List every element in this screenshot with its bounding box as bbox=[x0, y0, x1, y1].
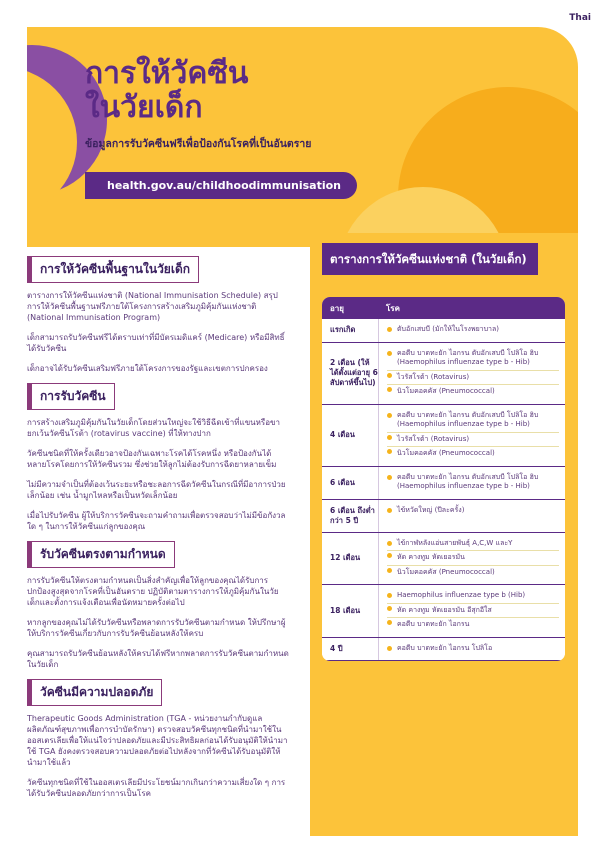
schedule-diseases bbox=[379, 500, 565, 532]
column-header-age: อายุ bbox=[330, 303, 344, 313]
schedule-title: ตารางการให้วัคซีนแห่งชาติ (ในวัยเด็ก) bbox=[322, 243, 538, 275]
disease-item: ไวรัสโรต้า (Rotavirus) bbox=[387, 370, 559, 383]
schedule-panel bbox=[310, 233, 578, 836]
schedule-age: 4 เดือน bbox=[322, 405, 379, 466]
disease-item: นิวโมคอคคัส (Pneumococcal) bbox=[387, 446, 559, 459]
paragraph: เมื่อไปรับวัคซีน ผู้ให้บริการวัคซีนจะถามคำถามเพื่อตรวจสอบว่าไม่มีข้อกังวลใด ๆ ในการให้วัคซีนแก่ลูกของคุณ bbox=[27, 511, 286, 531]
paragraph: ตารางการให้วัคซีนแห่งชาติ (National Immunisation Schedule) สรุปการให้วัคซีนพื้นฐานฟรีภายใต้โครงการสร้างเสริมภูมิคุ้มกันแห่งชาติ (National Immunisation Program) bbox=[27, 291, 278, 322]
title-line-1: การให้วัคซีน bbox=[85, 56, 249, 91]
disease-item: คอตีบ บาดทะยัก ไอกรน ตับอักเสบบี โปลิโอ ฮิบ (Haemophilus influenzae type b - Hib) bbox=[387, 411, 559, 430]
hero-banner bbox=[27, 27, 578, 247]
schedule-age: 4 ปี bbox=[322, 638, 379, 661]
section-heading: วัคซีนมีความปลอดภัย bbox=[27, 679, 162, 706]
disease-item: ตับอักเสบบี (มักให้ในโรงพยาบาล) bbox=[387, 325, 559, 335]
schedule-row bbox=[322, 533, 565, 586]
disease-item: คอตีบ บาดทะยัก ไอกรน bbox=[387, 617, 559, 630]
disease-item: Haemophilus influenzae type b (Hib) bbox=[387, 591, 559, 601]
language-label: Thai bbox=[569, 13, 591, 23]
paragraph: เด็กสามารถรับวัคซีนฟรีได้ตราบเท่าที่มีบัตรเมดิแคร์ (Medicare) หรือมีสิทธิ์ได้รับวัคซีน bbox=[27, 333, 285, 353]
paragraph: Therapeutic Goods Administration (TGA - หน่วยงานกำกับดูแลผลิตภัณฑ์สุขภาพเพื่อการบำบัดรักษา) ตรวจสอบวัคซีนทุกชนิดที่นำมาใช้ในออสเตรเลียเพื่อให้แน่ใจว่าปลอดภัยและมีประสิทธิผลก่อนได้รับอนุมัติให้นำมาใช้ TGA ยังคงตรวจสอบความปลอดภัยต่อไปหลังจากที่วัคซีนได้รับอนุมัติให้นำมาใช้แล้ว bbox=[27, 714, 288, 767]
paragraph: การสร้างเสริมภูมิคุ้มกันในวัยเด็กโดยส่วนใหญ่จะใช้วิธีฉีดเข้าที่แขนหรือขา ยกเว้นวัคซีนโรต้า (rotavirus vaccine) ที่ให้ทางปาก bbox=[27, 418, 280, 438]
info-column bbox=[27, 256, 289, 808]
paragraph: วัคซีนชนิดที่ให้ครั้งเดียวอาจป้องกันเฉพาะโรคได้โรคหนึ่ง หรือป้องกันได้หลายโรคโดยการให้วัคซีนรวม ซึ่งช่วยให้ลูกไม่ต้องรับการฉีดยาหลายเข็ม bbox=[27, 449, 277, 469]
section-safety bbox=[27, 679, 289, 799]
schedule-diseases bbox=[379, 533, 565, 585]
disease-item: ไวรัสโรต้า (Rotavirus) bbox=[387, 432, 559, 445]
paragraph: เด็กอาจได้รับวัคซีนเสริมฟรีภายใต้โครงการของรัฐและเขตการปกครอง bbox=[27, 364, 268, 373]
website-link[interactable]: health.gov.au/childhoodimmunisation bbox=[85, 172, 357, 199]
section-basic-vaccination bbox=[27, 256, 289, 374]
schedule-rows bbox=[322, 319, 565, 661]
schedule-diseases bbox=[379, 467, 565, 499]
schedule-row bbox=[322, 405, 565, 467]
disease-item: คอตีบ บาดทะยัก ไอกรน ตับอักเสบบี โปลิโอ ฮิบ (Haemophilus influenzae type b - Hib) bbox=[387, 349, 559, 368]
section-getting-vaccinated bbox=[27, 383, 289, 532]
schedule-row bbox=[322, 638, 565, 662]
schedule-diseases bbox=[379, 343, 565, 404]
schedule-row bbox=[322, 500, 565, 533]
disease-item: คอตีบ บาดทะยัก ไอกรน ตับอักเสบบี โปลิโอ ฮิบ (Haemophilus influenzae type b - Hib) bbox=[387, 473, 559, 492]
paragraph: ไม่มีความจำเป็นที่ต้องเว้นระยะหรือชะลอการฉีดวัคซีนในกรณีที่มีอาการป่วยเล็กน้อย เช่น น้ำมูกไหลหรือเป็นหวัดเล็กน้อย bbox=[27, 480, 286, 500]
disease-item: นิวโมคอคคัส (Pneumococcal) bbox=[387, 565, 559, 578]
page-subtitle: ข้อมูลการรับวัคซีนฟรีเพื่อป้องกันโรคที่เป็นอันตราย bbox=[85, 138, 312, 150]
disease-item: นิวโมคอคคัส (Pneumococcal) bbox=[387, 384, 559, 397]
title-line-2: ในวัยเด็ก bbox=[85, 90, 203, 125]
disease-item: คอตีบ บาดทะยัก ไอกรน โปลิโอ bbox=[387, 644, 559, 654]
schedule-diseases bbox=[379, 319, 565, 342]
column-header-disease: โรค bbox=[386, 303, 400, 313]
paragraph: การรับวัคซีนให้ตรงตามกำหนดเป็นสิ่งสำคัญเพื่อให้ลูกของคุณได้รับการปกป้องสูงสุดจากโรคที่เป็นอันตราย ปฏิบัติตามตารางการให้ภูมิคุ้มกันในวัยเด็กและตั้งการแจ้งเตือนเพื่อนัดหมายครั้งต่อไป bbox=[27, 576, 279, 607]
schedule-diseases bbox=[379, 585, 565, 637]
paragraph: คุณสามารถรับวัคซีนย้อนหลังให้ครบได้ฟรีหากพลาดการรับวัคซีนตามกำหนดในวัยเด็ก bbox=[27, 649, 289, 669]
schedule-age: 12 เดือน bbox=[322, 533, 379, 585]
schedule-row bbox=[322, 467, 565, 500]
disease-item: ไข้กาฬหลังแอ่นสายพันธุ์ A,C,W และY bbox=[387, 539, 559, 549]
disease-item: หัด คางทูม หัดเยอรมัน bbox=[387, 550, 559, 563]
section-on-time bbox=[27, 541, 289, 670]
schedule-age: 6 เดือน ถึงต่ำกว่า 5 ปี bbox=[322, 500, 379, 532]
schedule-table bbox=[322, 297, 565, 661]
disease-item: ไข้หวัดใหญ่ (ปีละครั้ง) bbox=[387, 506, 559, 516]
paragraph: วัคซีนทุกชนิดที่ใช้ในออสเตรเลียมีประโยชน์มากเกินกว่าความเสี่ยงใด ๆ การได้รับวัคซีนปลอดภัยกว่าการเป็นโรค bbox=[27, 778, 286, 798]
schedule-row bbox=[322, 585, 565, 638]
schedule-header bbox=[322, 297, 565, 319]
section-heading: การรับวัคซีน bbox=[27, 383, 115, 410]
section-heading: รับวัคซีนตรงตามกำหนด bbox=[27, 541, 175, 568]
schedule-diseases bbox=[379, 405, 565, 466]
schedule-age: แรกเกิด bbox=[322, 319, 379, 342]
disease-item: หัด คางทูม หัดเยอรมัน อีสุกอีใส bbox=[387, 603, 559, 616]
schedule-row bbox=[322, 319, 565, 343]
schedule-row bbox=[322, 343, 565, 405]
section-heading: การให้วัคซีนพื้นฐานในวัยเด็ก bbox=[27, 256, 199, 283]
schedule-age: 2 เดือน (ให้ได้ตั้งแต่อายุ 6 สัปดาห์ขึ้นไป) bbox=[322, 343, 379, 404]
schedule-diseases bbox=[379, 638, 565, 661]
paragraph: หากลูกของคุณไม่ได้รับวัคซีนหรือพลาดการรับวัคซีนตามกำหนด ให้ปรึกษาผู้ให้บริการวัคซีนเกี่ยวกับการรับวัคซีนย้อนหลังให้ครบ bbox=[27, 618, 286, 638]
schedule-age: 18 เดือน bbox=[322, 585, 379, 637]
schedule-age: 6 เดือน bbox=[322, 467, 379, 499]
page-title bbox=[85, 57, 248, 125]
